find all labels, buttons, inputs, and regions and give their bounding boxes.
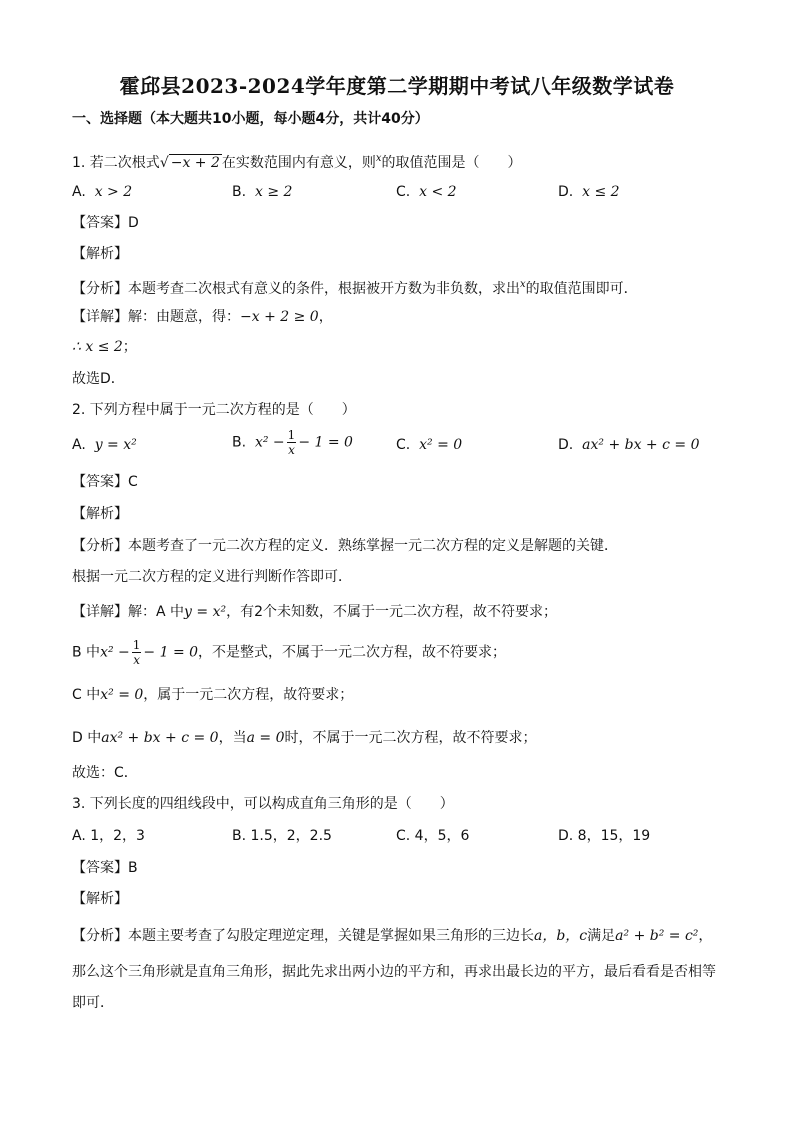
- fraction-denominator: x: [288, 443, 295, 457]
- q2-detail-math: x² −: [100, 644, 130, 661]
- q1-stem-part: 在实数范围内有意义，则: [221, 155, 376, 171]
- q1-detail: [72, 308, 333, 326]
- q1-option-a: [72, 183, 132, 201]
- q1-stem-part: 的取值范围是（ ）: [381, 155, 522, 171]
- q1-option-c: [396, 183, 457, 201]
- q2-choose: 故选：C．: [72, 765, 138, 781]
- q1-choose: 故选D．: [72, 371, 125, 387]
- q3-analysis-part: 满足: [587, 928, 616, 944]
- q3-analysis-part: 【分析】本题主要考查了勾股定理逆定理，关键是掌握如果三角形的三边长: [72, 928, 534, 944]
- q2-detail-part: ，有2个未知数，不属于一元二次方程，故不符要求；: [226, 604, 557, 620]
- q1-radical: √ −x + 2: [159, 155, 220, 171]
- option-label: A.: [72, 184, 86, 200]
- q2-option-c: [396, 436, 462, 454]
- page-title: 霍邱县2023-2024学年度第二学期期中考试八年级数学试卷: [119, 74, 675, 98]
- option-math: − 1 = 0: [298, 434, 353, 451]
- q3-option-a: A. 1，2，3: [72, 828, 145, 844]
- option-math: y = x²: [94, 437, 137, 453]
- q3-option-d: D. 8，15，19: [558, 828, 651, 844]
- option-label: D.: [558, 437, 574, 453]
- q2-option-a: [72, 436, 137, 454]
- option-math: x > 2: [94, 184, 133, 200]
- option-math: ax² + bx + c = 0: [582, 437, 700, 453]
- option-math: x ≥ 2: [254, 184, 293, 200]
- q2-answer: 【答案】C: [72, 474, 138, 490]
- fraction-numerator: 1: [287, 428, 296, 442]
- q3-answer: 【答案】B: [72, 860, 138, 876]
- q2-analysis-2: 根据一元二次方程的定义进行判断作答即可．: [72, 569, 352, 585]
- q2-option-b: [232, 428, 353, 457]
- option-label: B.: [232, 434, 247, 451]
- q1-therefore-math: ∴ x ≤ 2: [72, 339, 123, 355]
- q1-detail-part: ，: [318, 309, 333, 325]
- q1-detail-math: −x + 2 ≥ 0: [240, 309, 319, 325]
- option-math: x ≤ 2: [582, 184, 620, 200]
- q1-answer: 【答案】D: [72, 215, 139, 231]
- q2-detail-math: y = x²: [184, 604, 227, 620]
- q2-detail-a: [72, 603, 557, 621]
- fraction-numerator: 1: [132, 638, 141, 652]
- q2-detail-math: x² = 0: [100, 687, 144, 703]
- q3-option-b: B. 1.5，2，2.5: [232, 828, 332, 844]
- q2-detail-part: C 中: [72, 687, 101, 703]
- option-math: x² −: [254, 434, 285, 451]
- q3-analysis-1: [72, 927, 712, 945]
- q1-therefore-tail: ；: [122, 339, 137, 355]
- q2-detail-d: [72, 729, 536, 747]
- option-label: A.: [72, 437, 86, 453]
- q2-detail-part: B 中: [72, 644, 101, 661]
- q2-detail-math: a = 0: [246, 730, 285, 746]
- q1-option-d: [558, 183, 620, 201]
- option-math: x < 2: [419, 184, 457, 200]
- q3-analysis-math: a² + b² = c²: [615, 928, 699, 944]
- q2-detail-part: ，不是整式，不属于一元二次方程，故不符要求；: [198, 644, 507, 661]
- q1-stem: [72, 150, 522, 172]
- option-label: C.: [396, 437, 411, 453]
- q2-detail-math: ax² + bx + c = 0: [101, 730, 219, 746]
- q2-detail-part: 【详解】解：A 中: [72, 604, 185, 620]
- q3-analysis-part: ，: [698, 928, 713, 944]
- fraction: [287, 428, 297, 457]
- q2-option-d: [558, 436, 700, 454]
- q3-analysis-2: 那么这个三角形就是直角三角形，据此先求出两小边的平方和，再求出最长边的平方，最后看看是否相等: [72, 964, 716, 980]
- q1-therefore: [72, 338, 137, 356]
- q3-jiexi: 【解析】: [72, 891, 128, 907]
- fraction: [132, 638, 142, 667]
- q1-analysis: [72, 276, 638, 298]
- q2-analysis-1: 【分析】本题考查了一元二次方程的定义．熟练掌握一元二次方程的定义是解题的关键．: [72, 538, 618, 554]
- q1-analysis-part: 的取值范围即可．: [525, 281, 638, 297]
- q3-stem: 3. 下列长度的四组线段中，可以构成直角三角形的是（ ）: [72, 796, 454, 812]
- q2-stem: 2. 下列方程中属于一元二次方程的是（ ）: [72, 402, 356, 418]
- q3-analysis-3: 即可．: [72, 995, 114, 1011]
- fraction-denominator: x: [133, 653, 140, 667]
- q1-detail-part: 【详解】解：由题意，得：: [72, 309, 240, 325]
- q2-detail-part: ，属于一元二次方程，故符要求；: [143, 687, 354, 703]
- option-label: B.: [232, 184, 247, 200]
- q3-option-c: C. 4，5，6: [396, 828, 470, 844]
- section-heading: 一、选择题（本大题共10小题，每小题4分，共计40分）: [72, 111, 429, 127]
- q1-option-b: [232, 183, 292, 201]
- q2-jiexi: 【解析】: [72, 506, 128, 522]
- q2-detail-b: [72, 638, 506, 667]
- q2-detail-c: [72, 686, 353, 704]
- q3-analysis-math: a，b，c: [534, 928, 588, 944]
- q1-jiexi: 【解析】: [72, 246, 128, 262]
- q1-analysis-var: x: [520, 279, 526, 290]
- q1-radicand: −x + 2: [170, 155, 220, 171]
- q2-detail-part: ，当: [218, 730, 247, 746]
- q2-detail-part: D 中: [72, 730, 102, 746]
- option-math: x² = 0: [419, 437, 463, 453]
- q1-analysis-part: 【分析】本题考查二次根式有意义的条件，根据被开方数为非负数，求出: [72, 281, 520, 297]
- q2-detail-part: 时，不属于一元二次方程，故不符要求；: [284, 730, 537, 746]
- q1-stem-part: 1. 若二次根式: [72, 155, 160, 171]
- option-label: C.: [396, 184, 411, 200]
- q2-detail-math: − 1 = 0: [143, 644, 199, 661]
- option-label: D.: [558, 184, 574, 200]
- q1-stem-var: x: [375, 153, 382, 164]
